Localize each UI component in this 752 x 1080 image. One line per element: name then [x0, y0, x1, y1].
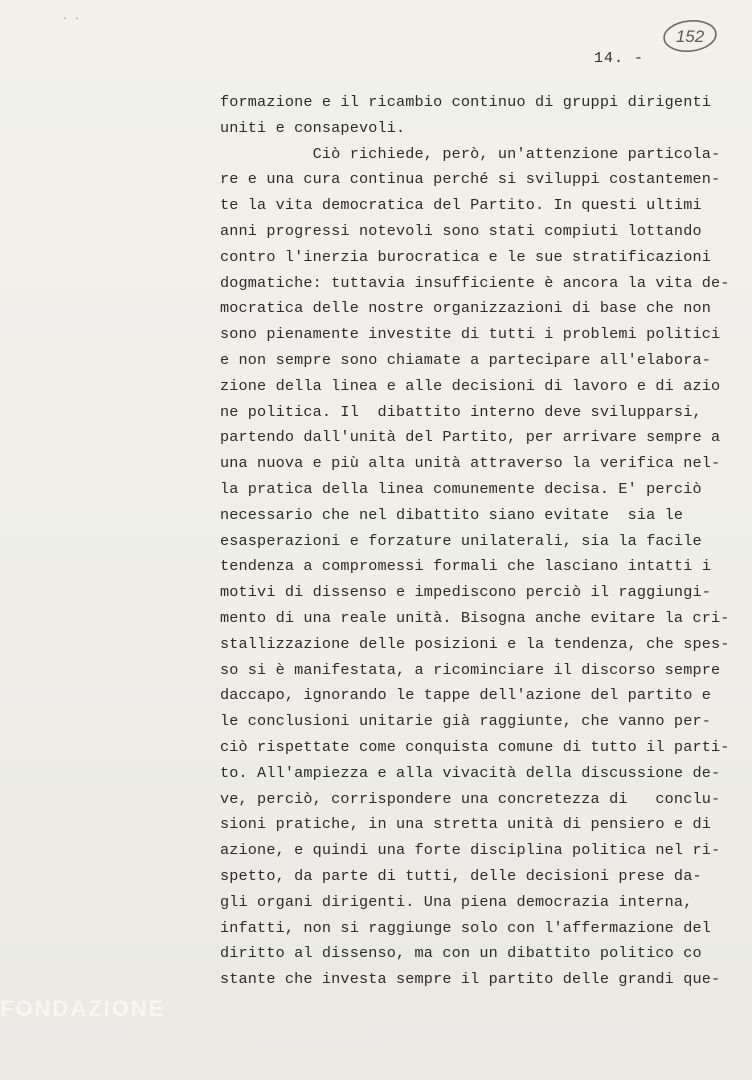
text-line: formazione e il ricambio continuo di gruppi dirigenti — [220, 93, 711, 111]
text-line: Ciò richiede, però, un'attenzione particola- — [220, 144, 721, 163]
text-line: mento di una reale unità. Bisogna anche evitare la cri- — [220, 608, 730, 627]
text-line: dogmatiche: tuttavia insufficiente è ancora la vita de- — [220, 273, 730, 292]
text-line: te la vita democratica del Partito. In questi ultimi — [220, 196, 702, 215]
text-line: motivi di dissenso e impediscono perciò il raggiungi- — [220, 583, 711, 602]
text-line: daccapo, ignorando le tappe dell'azione del partito e — [220, 686, 711, 705]
text-line: gli organi dirigenti. Una piena democrazia interna, — [220, 892, 693, 911]
text-line: sono pienamente investite di tutti i problemi politici — [220, 325, 721, 344]
text-line: spetto, da parte di tutti, delle decisioni prese da- — [220, 866, 702, 885]
text-line: diritto al dissenso, ma con un dibattito politico co — [220, 944, 702, 963]
typed-body-text — [220, 90, 730, 993]
archive-stamp — [660, 16, 720, 56]
scan-speck: · · — [62, 14, 81, 25]
text-line: mocratica delle nostre organizzazioni di base che non — [220, 299, 711, 318]
text-line: anni progressi notevoli sono stati compiuti lottando — [220, 221, 702, 240]
text-line: azione, e quindi una forte disciplina politica nel ri- — [220, 841, 721, 860]
page-number: 14. - — [594, 50, 645, 67]
text-line: una nuova e più alta unità attraverso la verifica nel- — [220, 454, 721, 473]
text-line: to. All'ampiezza e alla vivacità della discussione de- — [220, 763, 721, 782]
stamp-number: 152 — [675, 27, 705, 46]
text-line: ve, perciò, corrispondere una concretezza di conclu- — [220, 789, 721, 808]
text-line: zione della linea e alle decisioni di lavoro e di azio — [220, 376, 721, 395]
watermark: FONDAZIONE — [0, 996, 166, 1021]
text-line: sioni pratiche, in una stretta unità di pensiero e di — [220, 815, 711, 834]
text-line: le conclusioni unitarie già raggiunte, che vanno per- — [220, 712, 711, 731]
text-line: so si è manifestata, a ricominciare il discorso sempre — [220, 660, 721, 679]
text-line: la pratica della linea comunemente decisa. E' perciò — [220, 479, 702, 498]
text-line: esasperazioni e forzature unilaterali, sia la facile — [220, 531, 702, 550]
text-line: ciò rispettate come conquista comune di tutto il parti- — [220, 737, 730, 756]
text-line: stallizzazione delle posizioni e la tendenza, che spes- — [220, 634, 730, 653]
text-line: partendo dall'unità del Partito, per arrivare sempre a — [220, 428, 721, 447]
text-line: stante che investa sempre il partito delle grandi que- — [220, 970, 721, 989]
text-line: e non sempre sono chiamate a partecipare all'elabora- — [220, 350, 711, 369]
text-line: contro l'inerzia burocratica e le sue stratificazioni — [220, 247, 711, 266]
text-line: uniti e consapevoli. — [220, 118, 406, 137]
text-line: infatti, non si raggiunge solo con l'affermazione del — [220, 918, 711, 937]
text-line: necessario che nel dibattito siano evitate sia le — [220, 505, 684, 524]
text-line: re e una cura continua perché si sviluppi costantemen- — [220, 170, 721, 189]
text-line: ne politica. Il dibattito interno deve svilupparsi, — [220, 402, 702, 421]
text-line: tendenza a compromessi formali che lasciano intatti i — [220, 557, 711, 576]
